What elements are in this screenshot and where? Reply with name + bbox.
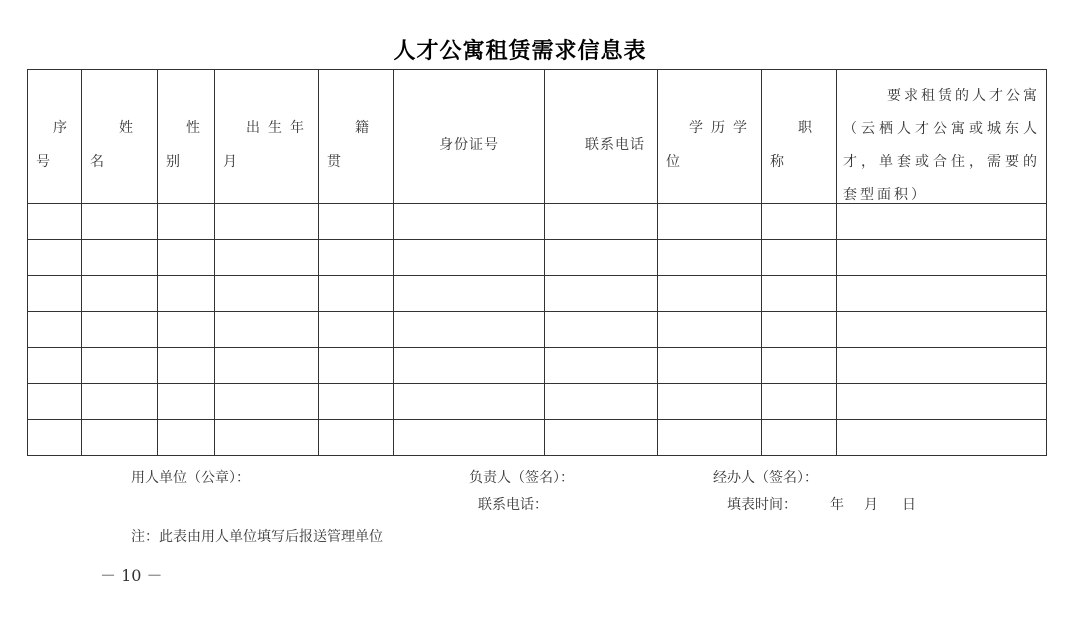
- table-cell[interactable]: [319, 384, 394, 420]
- table-cell[interactable]: [158, 348, 215, 384]
- table-cell[interactable]: [837, 276, 1047, 312]
- table-cell[interactable]: [158, 204, 215, 240]
- table-row: [28, 276, 1047, 312]
- header-name: [82, 70, 158, 204]
- table-cell[interactable]: [215, 348, 319, 384]
- header-origin-bottom: 贯: [327, 154, 341, 170]
- table-cell[interactable]: [215, 384, 319, 420]
- table-cell[interactable]: [158, 276, 215, 312]
- table-cell[interactable]: [82, 276, 158, 312]
- table-cell[interactable]: [28, 348, 82, 384]
- year-label: 年: [830, 497, 844, 513]
- table-cell[interactable]: [82, 348, 158, 384]
- table-cell[interactable]: [394, 348, 545, 384]
- table-cell[interactable]: [762, 276, 837, 312]
- header-gender-bottom: 别: [166, 154, 180, 170]
- contact-phone-label: 联系电话：: [478, 497, 548, 513]
- table-cell[interactable]: [319, 420, 394, 456]
- header-name-bottom: 名: [90, 154, 104, 170]
- table-cell[interactable]: [158, 312, 215, 348]
- table-cell[interactable]: [837, 240, 1047, 276]
- table-row: [28, 240, 1047, 276]
- person-in-charge-label: 负责人（签名）：: [469, 470, 574, 486]
- header-title-rank-top: 职: [798, 120, 820, 136]
- table-cell[interactable]: [762, 384, 837, 420]
- table-row: [28, 384, 1047, 420]
- header-seq-top: 序: [53, 120, 75, 136]
- table-cell[interactable]: [837, 348, 1047, 384]
- table-cell[interactable]: [215, 420, 319, 456]
- table-cell[interactable]: [762, 348, 837, 384]
- table-cell[interactable]: [82, 240, 158, 276]
- header-requirement-text: [843, 80, 1040, 204]
- table-cell[interactable]: [28, 384, 82, 420]
- header-origin-top: 籍: [355, 120, 377, 136]
- header-requirement-rest: （云栖人才公寓或城东人才，单套或合住，需要的套型面积）: [843, 121, 1040, 203]
- table-cell[interactable]: [319, 204, 394, 240]
- table-cell[interactable]: [394, 240, 545, 276]
- header-birth-top: 出生年: [246, 120, 312, 136]
- table-cell[interactable]: [545, 312, 658, 348]
- header-id-number-label: 身份证号: [439, 137, 499, 153]
- table-cell[interactable]: [545, 240, 658, 276]
- fill-date-label: 填表时间：: [727, 497, 797, 513]
- table-cell[interactable]: [658, 240, 762, 276]
- table-cell[interactable]: [762, 312, 837, 348]
- employer-unit-label: 用人单位（公章）：: [131, 470, 250, 486]
- table-cell[interactable]: [28, 312, 82, 348]
- header-education: [658, 70, 762, 204]
- header-row: [28, 70, 1047, 204]
- table-cell[interactable]: [545, 204, 658, 240]
- table-cell[interactable]: [215, 240, 319, 276]
- table-cell[interactable]: [82, 204, 158, 240]
- table-cell[interactable]: [82, 420, 158, 456]
- rental-demand-table: [27, 69, 1047, 456]
- table-cell[interactable]: [545, 420, 658, 456]
- table-row: [28, 312, 1047, 348]
- header-gender-top: 性: [186, 120, 208, 136]
- header-id-number: [394, 70, 545, 204]
- header-education-bottom: 位: [666, 154, 680, 170]
- header-gender: [158, 70, 215, 204]
- table-cell[interactable]: [319, 348, 394, 384]
- table-cell[interactable]: [394, 312, 545, 348]
- table-cell[interactable]: [658, 384, 762, 420]
- table-cell[interactable]: [215, 312, 319, 348]
- header-phone-label: 联系电话: [585, 137, 645, 153]
- header-requirement-line1: 要求租赁的人才公寓: [887, 88, 1040, 104]
- table-cell[interactable]: [658, 276, 762, 312]
- note-text: 注：此表由用人单位填写后报送管理单位: [131, 529, 383, 545]
- table-cell[interactable]: [158, 384, 215, 420]
- page-number: － 10 －: [100, 566, 163, 585]
- table-cell[interactable]: [394, 384, 545, 420]
- table-cell[interactable]: [394, 204, 545, 240]
- table-cell[interactable]: [762, 420, 837, 456]
- header-seq: [28, 70, 82, 204]
- header-requirement: [837, 70, 1047, 204]
- table-cell[interactable]: [158, 420, 215, 456]
- table-row: [28, 420, 1047, 456]
- table-cell[interactable]: [319, 312, 394, 348]
- table-cell[interactable]: [545, 348, 658, 384]
- table-cell[interactable]: [837, 312, 1047, 348]
- table-cell[interactable]: [215, 276, 319, 312]
- table-cell[interactable]: [658, 312, 762, 348]
- table-row: [28, 348, 1047, 384]
- day-label: 日: [902, 497, 916, 513]
- table-cell[interactable]: [545, 384, 658, 420]
- table-cell[interactable]: [762, 240, 837, 276]
- form-title: 人才公寓租赁需求信息表: [393, 39, 647, 64]
- month-label: 月: [864, 497, 878, 513]
- table-cell[interactable]: [394, 276, 545, 312]
- table-cell[interactable]: [658, 204, 762, 240]
- table-cell[interactable]: [319, 276, 394, 312]
- table-cell[interactable]: [837, 420, 1047, 456]
- table-cell[interactable]: [762, 204, 837, 240]
- table-cell[interactable]: [82, 312, 158, 348]
- header-origin: [319, 70, 394, 204]
- table-cell[interactable]: [215, 204, 319, 240]
- table-cell[interactable]: [319, 240, 394, 276]
- table-cell[interactable]: [837, 204, 1047, 240]
- header-birth-bottom: 月: [223, 154, 237, 170]
- table-cell[interactable]: [28, 204, 82, 240]
- table-body: [28, 204, 1047, 456]
- table-row: [28, 204, 1047, 240]
- table-cell[interactable]: [394, 420, 545, 456]
- header-title-rank: [762, 70, 837, 204]
- header-seq-bottom: 号: [36, 154, 50, 170]
- header-education-top: 学历学: [689, 120, 755, 136]
- table-cell[interactable]: [658, 420, 762, 456]
- table-cell[interactable]: [28, 276, 82, 312]
- header-phone: [545, 70, 658, 204]
- table-cell[interactable]: [28, 240, 82, 276]
- header-name-top: 姓: [119, 120, 141, 136]
- table-cell[interactable]: [82, 384, 158, 420]
- handler-label: 经办人（签名）：: [713, 470, 818, 486]
- table-cell[interactable]: [658, 348, 762, 384]
- table-cell[interactable]: [545, 276, 658, 312]
- header-title-rank-bottom: 称: [770, 154, 784, 170]
- table-cell[interactable]: [28, 420, 82, 456]
- table-cell[interactable]: [837, 384, 1047, 420]
- header-birth: [215, 70, 319, 204]
- table-cell[interactable]: [158, 240, 215, 276]
